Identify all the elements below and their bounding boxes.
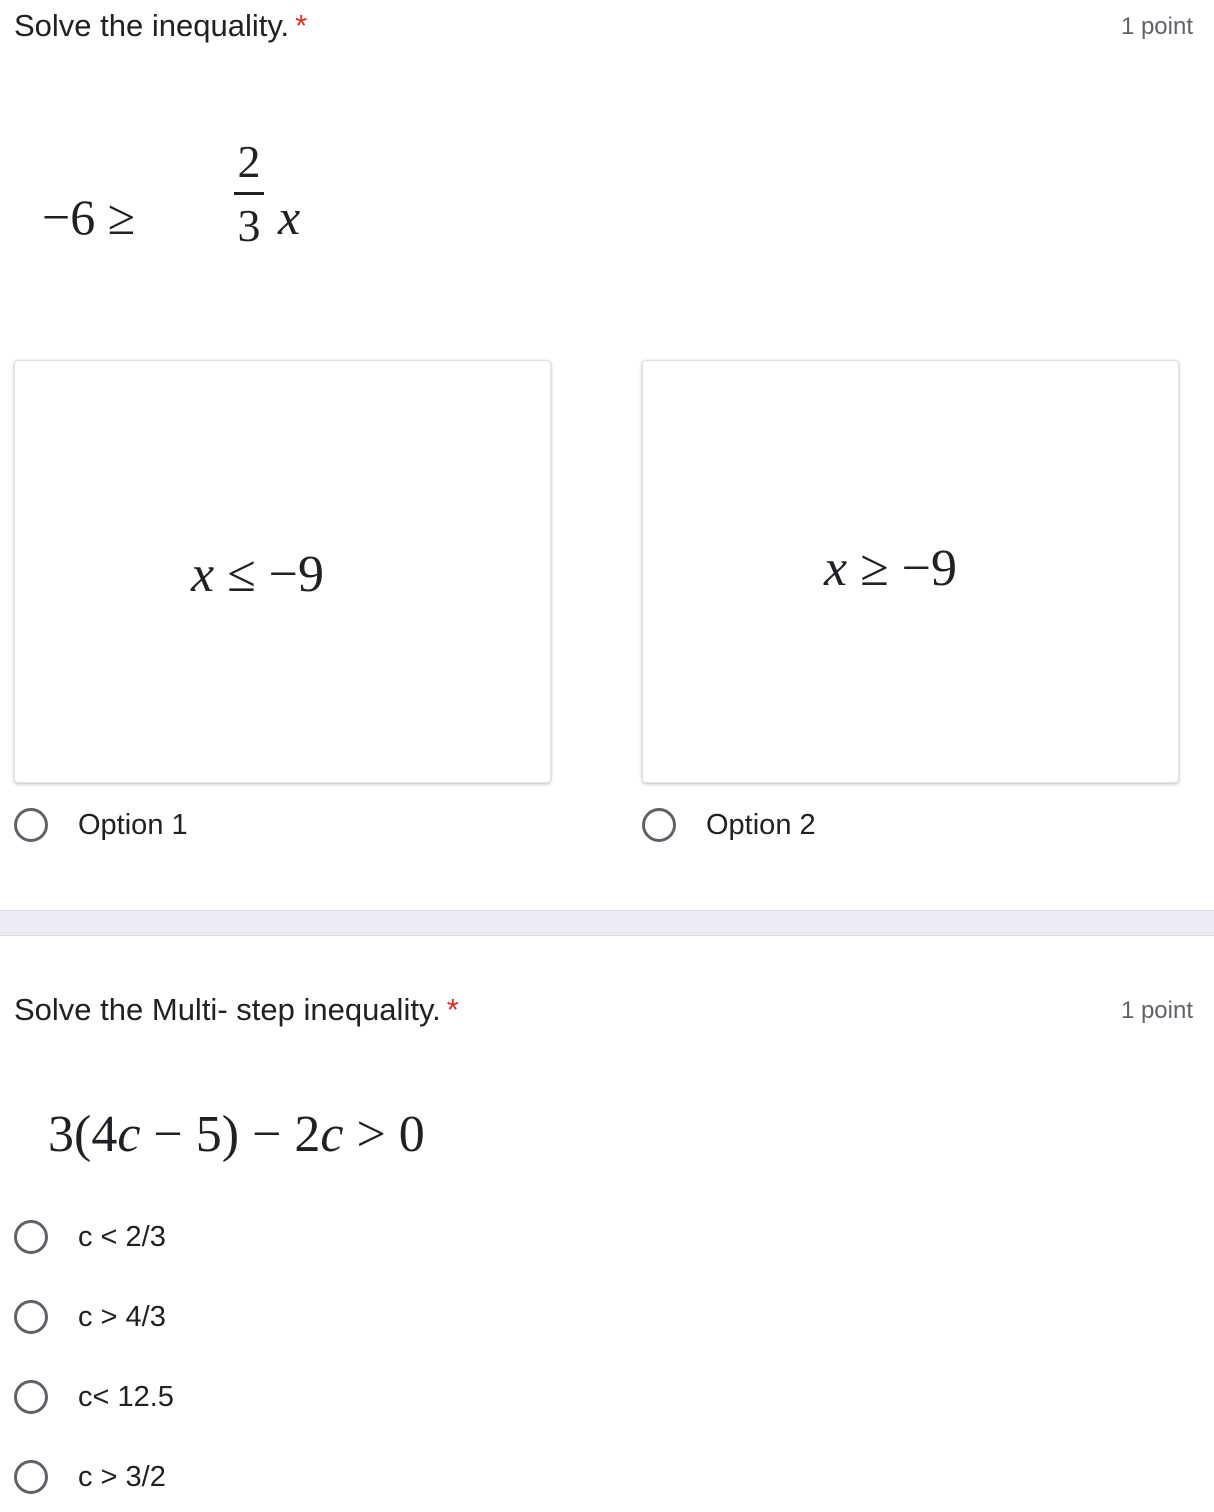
equation-fraction: [226, 135, 272, 253]
equation-variable: x: [278, 189, 301, 245]
question-1-title-text: Solve the inequality.: [14, 8, 290, 43]
q2-option-4-choice[interactable]: [14, 1460, 166, 1494]
question-1-equation: [42, 135, 302, 275]
question-2-title: [14, 990, 459, 1030]
option-1-image-card[interactable]: [14, 360, 551, 783]
option-1-label: Option 1: [78, 808, 188, 841]
option-2-math-rel: ≥ −9: [847, 540, 957, 597]
q2-option-4-label: c > 3/2: [78, 1460, 166, 1493]
q2-option-2-choice[interactable]: [14, 1300, 166, 1334]
equation-lhs: −6 ≥: [42, 189, 136, 245]
option-2-radio[interactable]: [642, 808, 676, 842]
q2-option-1-choice[interactable]: [14, 1220, 166, 1254]
question-1-title: [14, 6, 307, 46]
option-1-math-var: x: [191, 546, 215, 603]
fraction-denominator: 3: [237, 200, 261, 251]
q2-option-3-choice[interactable]: [14, 1380, 174, 1414]
q2-option-3-label: c< 12.5: [78, 1380, 174, 1413]
q2-option-1-label: c < 2/3: [78, 1220, 166, 1253]
question-2-title-text: Solve the Multi- step inequality.: [14, 992, 441, 1027]
fraction-numerator: 2: [237, 136, 261, 187]
q2-option-2-label: c > 4/3: [78, 1300, 166, 1333]
eq2-part3: > 0: [343, 1106, 425, 1163]
question-2-equation: [48, 1104, 425, 1166]
question-1-points: 1 point: [1120, 13, 1193, 40]
eq2-var1: c: [117, 1106, 141, 1163]
option-2-image-card[interactable]: [642, 360, 1179, 783]
option-1-image-math: [191, 545, 324, 604]
option-1-radio[interactable]: [14, 808, 48, 842]
q2-option-1-radio[interactable]: [14, 1220, 48, 1254]
option-1-math-rel: ≤ −9: [214, 546, 324, 603]
q2-option-2-radio[interactable]: [14, 1300, 48, 1334]
q2-option-4-radio[interactable]: [14, 1460, 48, 1494]
option-2-image-math: [824, 539, 957, 598]
eq2-var2: c: [320, 1106, 344, 1163]
eq2-part1: 3(4: [48, 1106, 118, 1163]
option-2-choice[interactable]: [642, 808, 816, 842]
fraction-bar: [234, 192, 264, 195]
q2-option-3-radio[interactable]: [14, 1380, 48, 1414]
section-divider: [0, 910, 1214, 936]
required-asterisk: *: [446, 992, 459, 1027]
option-1-choice[interactable]: [14, 808, 188, 842]
option-2-math-var: x: [824, 540, 848, 597]
required-asterisk: *: [295, 8, 308, 43]
eq2-part2: − 5) − 2: [140, 1106, 321, 1163]
option-2-label: Option 2: [706, 808, 816, 841]
question-2-points: 1 point: [1120, 997, 1193, 1024]
